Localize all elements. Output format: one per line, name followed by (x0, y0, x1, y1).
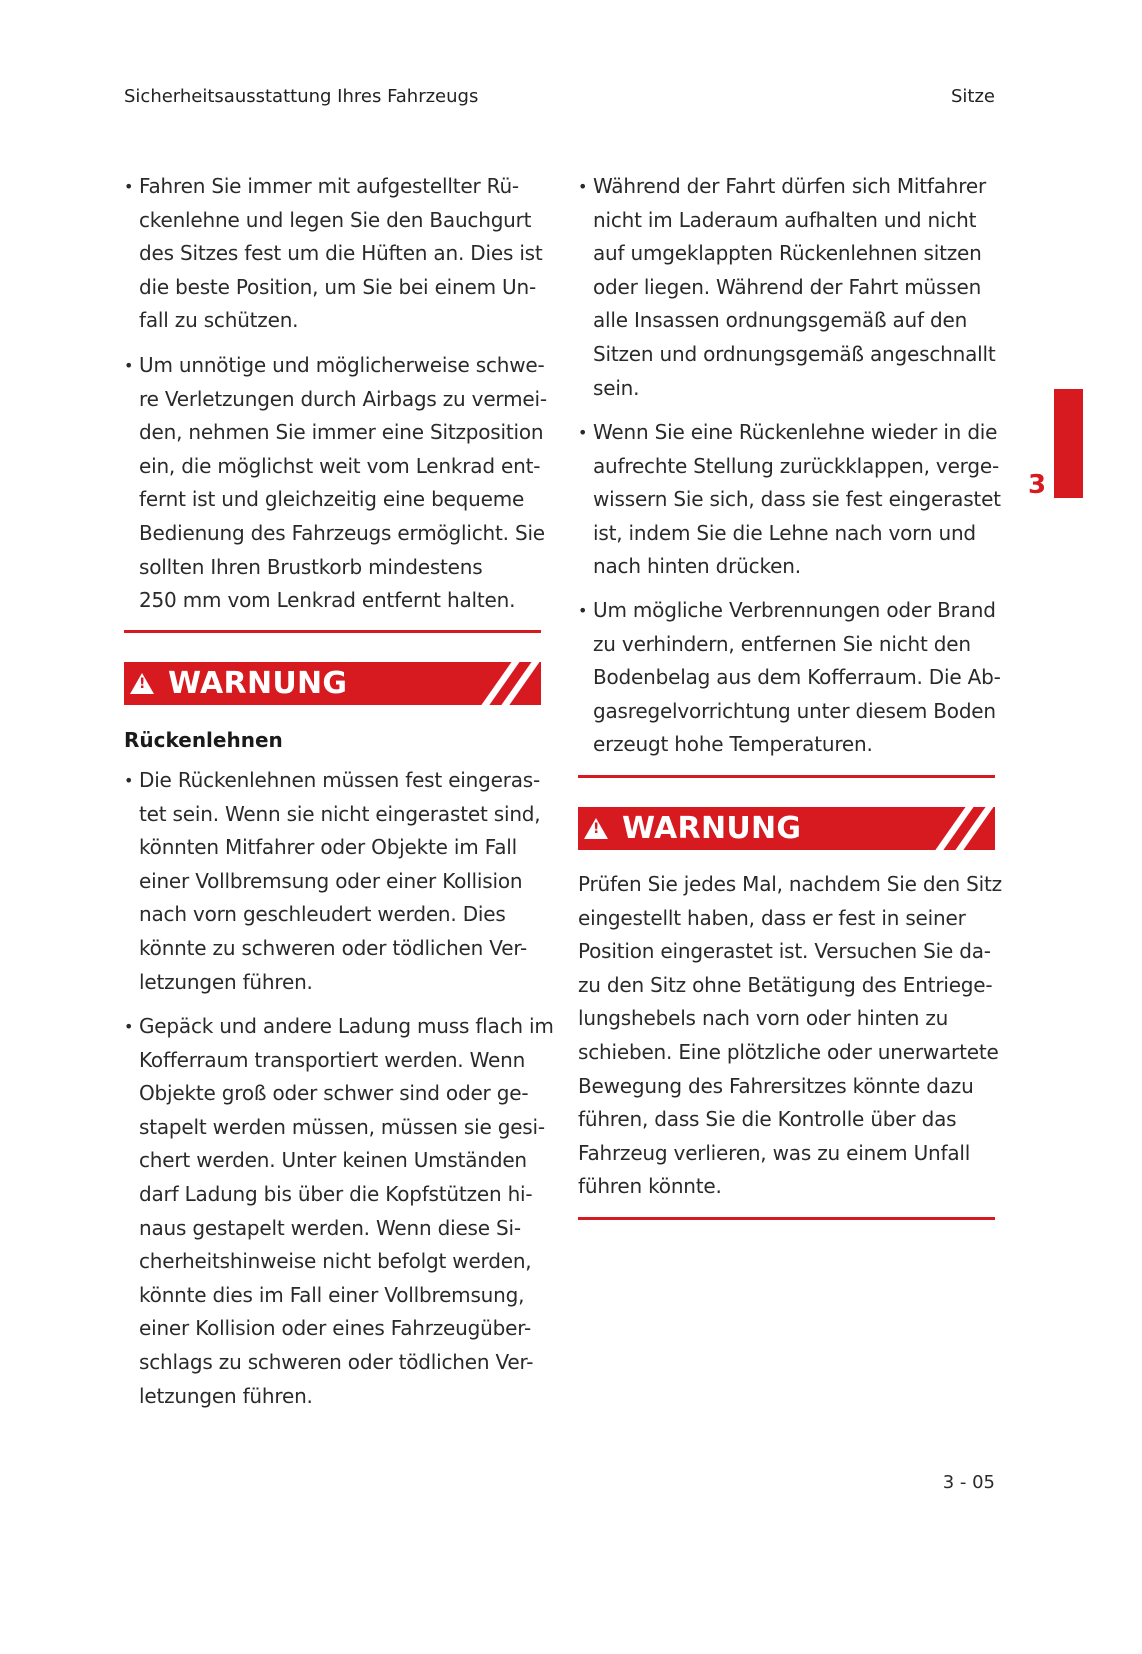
text-line: Bodenbelag aus dem Kofferraum. Die Ab- (593, 665, 1001, 690)
text-line: auf umgeklappten Rückenlehnen sitzen (593, 241, 982, 266)
text-line: eingestellt haben, dass er fest in seiner (578, 905, 966, 930)
text-line: ckenlehne und legen Sie den Bauchgurt (139, 207, 532, 232)
divider-rule (578, 1217, 995, 1220)
bullet-item (124, 349, 547, 618)
text-line: stapelt werden müssen, müssen sie gesi- (139, 1114, 545, 1139)
bullet-item (124, 764, 540, 999)
page-number: 3 - 05 (942, 1472, 995, 1493)
text-line: Bewegung des Fahrersitzes könnte dazu (578, 1073, 974, 1098)
text-line: könnte dies im Fall einer Vollbremsung, (139, 1282, 525, 1307)
warning-text (578, 868, 1002, 1204)
text-line: sollten Ihren Brustkorb mindestens (139, 554, 483, 579)
text-line: cherheitshinweise nicht befolgt werden, (139, 1249, 532, 1274)
text-line: nach vorn geschleudert werden. Dies (139, 902, 506, 927)
chapter-tab (1054, 389, 1083, 498)
text-line: Kofferraum transportiert werden. Wenn (139, 1047, 526, 1072)
text-line: • Um unnötige und möglicherweise schwe- (139, 353, 545, 377)
text-line: oder liegen. Während der Fahrt müssen (593, 274, 982, 299)
text-line: fernt ist und gleichzeitig eine bequeme (139, 487, 525, 512)
text-line: erzeugt hohe Temperaturen. (593, 732, 873, 757)
warning-triangle-icon (130, 673, 154, 694)
text-line: zu den Sitz ohne Betätigung des Entriege- (578, 972, 993, 997)
text-line: Position eingerastet ist. Versuchen Sie da- (578, 939, 991, 964)
text-line: zu verhindern, entfernen Sie nicht den (593, 631, 971, 656)
text-line: 250 mm vom Lenkrad entfernt halten. (139, 588, 516, 613)
text-line: naus gestapelt werden. Wenn diese Si- (139, 1215, 521, 1240)
text-line: tet sein. Wenn sie nicht eingerastet sind, (139, 801, 541, 826)
text-line: re Verletzungen durch Airbags zu vermei- (139, 386, 547, 411)
text-line: schieben. Eine plötzliche oder unerwartete (578, 1039, 999, 1064)
warning-banner (578, 807, 995, 850)
bullet-item (124, 1010, 554, 1413)
warning-triangle-icon (584, 818, 608, 839)
text-line: letzungen führen. (139, 1383, 313, 1408)
text-line: einer Vollbremsung oder einer Kollision (139, 868, 523, 893)
text-line: darf Ladung bis über die Kopfstützen hi- (139, 1181, 533, 1206)
text-line: könnten Mitfahrer oder Objekte im Fall (139, 835, 517, 860)
text-line: ein, die möglichst weit vom Lenkrad ent- (139, 453, 541, 478)
warning-label: WARNUNG (622, 811, 802, 846)
warning-label: WARNUNG (168, 666, 348, 701)
text-line: • Die Rückenlehnen müssen fest eingeras- (139, 768, 541, 792)
text-line: führen, dass Sie die Kontrolle über das (578, 1107, 957, 1132)
text-line: Sitzen und ordnungsgemäß angeschnallt (593, 341, 996, 366)
bullet-item (578, 594, 1001, 762)
chapter-number: 3 (1028, 470, 1047, 500)
text-line: fall zu schützen. (139, 308, 299, 333)
text-line: • Um mögliche Verbrennungen oder Brand (593, 598, 996, 622)
text-line: chert werden. Unter keinen Umständen (139, 1148, 527, 1173)
divider-rule (578, 775, 995, 778)
text-line: letzungen führen. (139, 969, 313, 994)
text-line: wissern Sie sich, dass sie fest eingerastet (593, 487, 1001, 512)
text-line: • Während der Fahrt dürfen sich Mitfahrer (593, 174, 986, 198)
text-line: lungshebels nach vorn oder hinten zu (578, 1006, 949, 1031)
text-line: führen könnte. (578, 1174, 722, 1199)
text-line: die beste Position, um Sie bei einem Un- (139, 274, 536, 299)
text-line: gasregelvorrichtung unter diesem Boden (593, 698, 996, 723)
running-header-topic: Sitze (950, 86, 995, 107)
text-line: • Gepäck und andere Ladung muss flach im (139, 1014, 554, 1038)
bullet-item (578, 416, 1001, 584)
text-line: ist, indem Sie die Lehne nach vorn und (593, 520, 976, 545)
text-line: einer Kollision oder eines Fahrzeugüber- (139, 1316, 531, 1341)
text-line: Prüfen Sie jedes Mal, nachdem Sie den Sitz (578, 872, 1002, 896)
warning-banner (124, 662, 541, 705)
text-line: • Fahren Sie immer mit aufgestellter Rü- (139, 174, 519, 198)
text-line: den, nehmen Sie immer eine Sitzposition (139, 420, 544, 445)
text-line: sein. (593, 375, 640, 400)
divider-rule (124, 630, 541, 633)
text-line: • Wenn Sie eine Rückenlehne wieder in die (593, 420, 998, 444)
text-line: Fahrzeug verlieren, was zu einem Unfall (578, 1140, 971, 1165)
running-header-section: Sicherheitsausstattung Ihres Fahrzeugs (124, 86, 479, 107)
text-line: Bedienung des Fahrzeugs ermöglicht. Sie (139, 520, 545, 545)
text-line: des Sitzes fest um die Hüften an. Dies ist (139, 241, 543, 266)
text-line: Objekte groß oder schwer sind oder ge- (139, 1081, 529, 1106)
text-line: aufrechte Stellung zurückklappen, verge- (593, 453, 999, 478)
text-line: schlags zu schweren oder tödlichen Ver- (139, 1349, 534, 1374)
subheading: Rückenlehnen (124, 728, 283, 752)
bullet-item (124, 170, 543, 338)
text-line: könnte zu schweren oder tödlichen Ver- (139, 935, 528, 960)
text-line: alle Insassen ordnungsgemäß auf den (593, 308, 968, 333)
bullet-item (578, 170, 995, 405)
text-line: nach hinten drücken. (593, 554, 801, 579)
text-line: nicht im Laderaum aufhalten und nicht (593, 207, 977, 232)
